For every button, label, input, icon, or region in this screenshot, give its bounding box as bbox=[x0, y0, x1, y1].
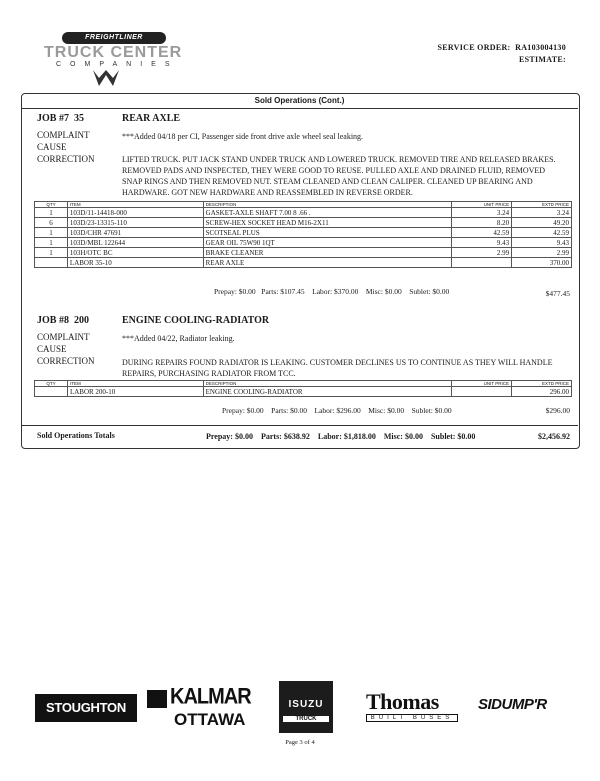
row-extd-price: 3.24 bbox=[512, 208, 572, 218]
complaint-label: COMPLAINT bbox=[37, 332, 90, 342]
truck-center-logo-title: TRUCK CENTER bbox=[44, 44, 183, 61]
row-extd-price: 2.99 bbox=[512, 248, 572, 258]
freightliner-badge: FREIGHTLINER bbox=[62, 32, 166, 44]
table-row bbox=[35, 218, 572, 228]
job-8-complaint: ***Added 04/22, Radiator leaking. bbox=[122, 334, 235, 343]
correction-label: CORRECTION bbox=[37, 154, 95, 164]
kalmar-logo: KALMAR bbox=[170, 684, 251, 710]
row-item: 103D/MBL 122644 bbox=[67, 238, 203, 248]
thomas-logo: Thomas bbox=[366, 689, 439, 714]
col-unit-price: UNIT PRICE bbox=[452, 381, 512, 387]
row-qty bbox=[35, 258, 68, 268]
col-item: ITEM bbox=[67, 202, 203, 208]
row-item: 103D/23-13315-110 bbox=[67, 218, 203, 228]
row-extd-price: 296.00 bbox=[512, 387, 572, 397]
correction-label: CORRECTION bbox=[37, 356, 95, 366]
row-description: ENGINE COOLING-RADIATOR bbox=[203, 387, 452, 397]
row-unit-price: 8.20 bbox=[452, 218, 512, 228]
row-unit-price bbox=[452, 387, 512, 397]
col-qty: QTY bbox=[35, 202, 68, 208]
col-unit-price: UNIT PRICE bbox=[452, 202, 512, 208]
ottawa-logo: OTTAWA bbox=[174, 710, 246, 729]
row-qty: 1 bbox=[35, 238, 68, 248]
stoughton-logo: STOUGHTON bbox=[36, 695, 136, 721]
truck-center-logo-sub: COMPANIES bbox=[56, 61, 179, 68]
row-item: LABOR 35-10 bbox=[67, 258, 203, 268]
table-row bbox=[35, 228, 572, 238]
row-item: 103D/CHR 47691 bbox=[67, 228, 203, 238]
row-extd-price: 9.43 bbox=[512, 238, 572, 248]
table-row bbox=[35, 208, 572, 218]
job-7-summary: Prepay: $0.00 Parts: $107.45 Labor: $370.00 Misc: $0.00 Sublet: $0.00 bbox=[214, 287, 450, 296]
row-unit-price: 42.59 bbox=[452, 228, 512, 238]
col-extd-price: EXTD PRICE bbox=[512, 202, 572, 208]
col-extd-price: EXTD PRICE bbox=[512, 381, 572, 387]
job-7-label: JOB #7 35 bbox=[37, 113, 84, 124]
row-description: GEAR OIL 75W90 1QT bbox=[203, 238, 452, 248]
row-qty: 1 bbox=[35, 228, 68, 238]
row-unit-price: 3.24 bbox=[452, 208, 512, 218]
thomas-built-buses: BUILT BUSES bbox=[366, 714, 458, 722]
row-extd-price: 49.20 bbox=[512, 218, 572, 228]
job-8-total: $296.00 bbox=[545, 406, 570, 415]
col-description: DESCRIPTION bbox=[203, 381, 452, 387]
row-qty: 1 bbox=[35, 248, 68, 258]
job-8-title: ENGINE COOLING-RADIATOR bbox=[122, 315, 270, 326]
col-item: ITEM bbox=[67, 381, 203, 387]
totals-label: Sold Operations Totals bbox=[37, 431, 115, 440]
row-extd-price: 370.00 bbox=[512, 258, 572, 268]
row-item: 103H/OTC BC bbox=[67, 248, 203, 258]
totals-summary: Prepay: $0.00 Parts: $638.92 Labor: $1,818.00 Misc: $0.00 Sublet: $0.00 bbox=[206, 432, 476, 441]
divider bbox=[21, 108, 578, 109]
western-star-icon bbox=[93, 70, 119, 86]
cause-label: CAUSE bbox=[37, 142, 67, 152]
service-order-line: SERVICE ORDER: RA103004130 bbox=[437, 43, 566, 52]
job-8-summary: Prepay: $0.00 Parts: $0.00 Labor: $296.00 Misc: $0.00 Sublet: $0.00 bbox=[222, 406, 452, 415]
row-extd-price: 42.59 bbox=[512, 228, 572, 238]
table-row bbox=[35, 238, 572, 248]
row-unit-price: 9.43 bbox=[452, 238, 512, 248]
col-description: DESCRIPTION bbox=[203, 202, 452, 208]
row-description: BRAKE CLEANER bbox=[203, 248, 452, 258]
row-item: LABOR 200-10 bbox=[67, 387, 203, 397]
job-7-complaint: ***Added 04/18 per CI, Passenger side front drive axle wheel seal leaking. bbox=[122, 132, 364, 141]
table-row bbox=[35, 248, 572, 258]
isuzu-text: ISUZU bbox=[288, 699, 324, 710]
job-8-correction: DURING REPAIRS FOUND RADIATOR IS LEAKING. CUSTOMER DECLINES US TO CONTINUE AS THEY WILL HANDLE REPAIRS, PURCHASING RADIATOR FROM TCC. bbox=[122, 358, 553, 378]
table-row bbox=[35, 258, 572, 268]
row-qty: 6 bbox=[35, 218, 68, 228]
col-qty: QTY bbox=[35, 381, 68, 387]
isuzu-truck-logo bbox=[279, 681, 333, 733]
job-7-parts-table bbox=[34, 201, 572, 268]
job-7-correction: LIFTED TRUCK. PUT JACK STAND UNDER TRUCK AND LOWERED TRUCK. REMOVED TIRE AND RELEASED BRAKES. REMOVED PADS AND INSPECTED, THEY WERE GOOD TO REUSE. PULLED AXLE AND DRAINED FLUID, REMOVED SNAP RINGS AND THEN REMOVED NUT. STEAM CLEANED AND CLEAN CALIPER. CLEANED UP BEARING AND HARDWARE. GOT NEW HARDWARE AND REASSEMBLED IN REVERSE ORDER. bbox=[122, 155, 556, 197]
row-description: REAR AXLE bbox=[203, 258, 452, 268]
job-7-total: $477.45 bbox=[545, 289, 570, 298]
row-description: SCREW-HEX SOCKET HEAD M16-2X11 bbox=[203, 218, 452, 228]
job-8-parts-table bbox=[34, 380, 572, 397]
job-8-label: JOB #8 200 bbox=[37, 315, 89, 326]
row-qty: 1 bbox=[35, 208, 68, 218]
page-number: Page 3 of 4 bbox=[285, 739, 315, 746]
grand-total: $2,456.92 bbox=[538, 432, 570, 441]
row-description: GASKET-AXLE SHAFT 7.00 8 .66 . bbox=[203, 208, 452, 218]
isuzu-truck-text: TRUCK bbox=[283, 716, 329, 722]
cause-label: CAUSE bbox=[37, 344, 67, 354]
estimate-label: ESTIMATE: bbox=[518, 55, 566, 64]
job-7-title: REAR AXLE bbox=[122, 113, 181, 124]
section-title: Sold Operations (Cont.) bbox=[254, 96, 345, 105]
kalmar-icon bbox=[147, 690, 167, 708]
service-order-number: RA103004130 bbox=[515, 43, 566, 52]
table-row bbox=[35, 387, 572, 397]
row-unit-price: 2.99 bbox=[452, 248, 512, 258]
row-qty bbox=[35, 387, 68, 397]
row-description: SCOTSEAL PLUS bbox=[203, 228, 452, 238]
complaint-label: COMPLAINT bbox=[37, 130, 90, 140]
row-item: 103D/11-14418-000 bbox=[67, 208, 203, 218]
sidumpr-logo: SIDUMP'R bbox=[478, 696, 547, 713]
row-unit-price bbox=[452, 258, 512, 268]
